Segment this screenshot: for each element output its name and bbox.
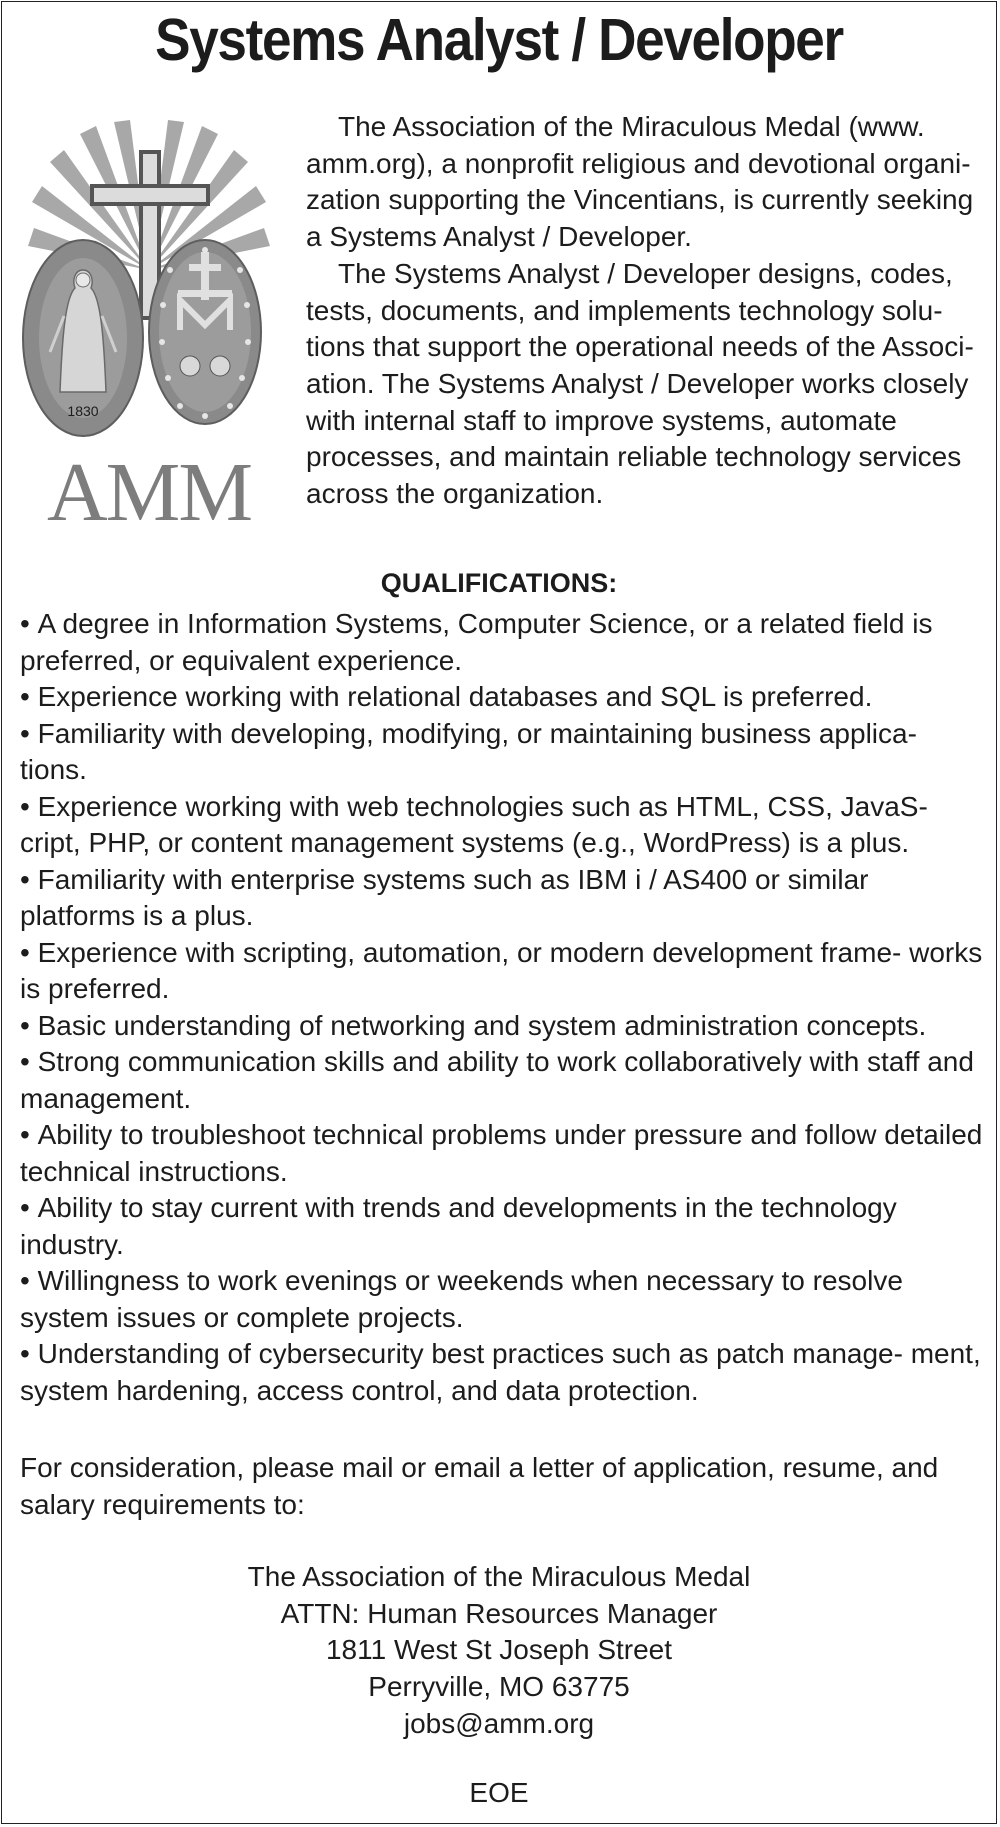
- medal-back-icon: [149, 240, 261, 424]
- logo-text: AMM: [46, 446, 252, 532]
- list-item: • Experience with scripting, automation, or modern development frame- works is preferred.: [20, 935, 988, 1008]
- intro-paragraph-1: The Association of the Miraculous Medal (www. amm.org), a nonprofit religious and devotional organi- zation supporting the Vincentians, is currently seeking a Systems Analyst / Developer.: [306, 111, 974, 253]
- intro-section: [306, 109, 986, 513]
- mailing-address: [2, 1559, 996, 1743]
- job-ad-frame: [1, 1, 997, 1824]
- list-item: • Familiarity with enterprise systems such as IBM i / AS400 or similar platforms is a plus.: [20, 862, 988, 935]
- medal-front-icon: [23, 240, 143, 436]
- eoe-statement: EOE: [469, 1777, 529, 1808]
- amm-logo: [20, 120, 278, 532]
- address-city: Perryville, MO 63775: [368, 1671, 630, 1703]
- qualifications-heading: QUALIFICATIONS:: [380, 568, 618, 598]
- list-item: • Ability to stay current with trends and developments in the technology industry.: [20, 1190, 988, 1263]
- address-attn: ATTN: Human Resources Manager: [280, 1597, 718, 1629]
- list-item: • Willingness to work evenings or weekends when necessary to resolve system issues or complete projects.: [20, 1263, 988, 1336]
- intro-paragraph-2: The Systems Analyst / Developer designs, codes, tests, documents, and implements technology solu- tions that support the operational needs of the Associ- ation. The Systems Analyst / Developer works closely with internal staff to improve systems, automate processes, and maintain reliable technology services across the organization.: [306, 257, 974, 510]
- list-item: • Basic understanding of networking and system administration concepts.: [20, 1008, 988, 1045]
- medal-year: 1830: [67, 403, 99, 419]
- job-title: Systems Analyst / Developer: [155, 7, 843, 73]
- list-item: • Ability to troubleshoot technical problems under pressure and follow detailed technical instructions.: [20, 1117, 988, 1190]
- consideration-text: For consideration, please mail or email a letter of application, resume, and salary requirements to:: [20, 1452, 939, 1520]
- address-street: 1811 West St Joseph Street: [325, 1634, 673, 1666]
- list-item: • Experience working with relational databases and SQL is preferred.: [20, 679, 988, 716]
- list-item: • A degree in Information Systems, Computer Science, or a related field is preferred, or equivalent experience.: [20, 606, 988, 679]
- list-item: • Understanding of cybersecurity best practices such as patch manage- ment, system hardening, access control, and data protection.: [20, 1336, 988, 1409]
- address-org: The Association of the Miraculous Medal: [247, 1561, 751, 1592]
- contact-email: jobs@amm.org: [403, 1707, 595, 1739]
- qualifications-list: [20, 606, 988, 1409]
- list-item: • Experience working with web technologies such as HTML, CSS, JavaS- cript, PHP, or content management systems (e.g., WordPress) is a plus.: [20, 789, 988, 862]
- list-item: • Familiarity with developing, modifying, or maintaining business applica- tions.: [20, 716, 988, 789]
- list-item: • Strong communication skills and ability to work collaboratively with staff and management.: [20, 1044, 988, 1117]
